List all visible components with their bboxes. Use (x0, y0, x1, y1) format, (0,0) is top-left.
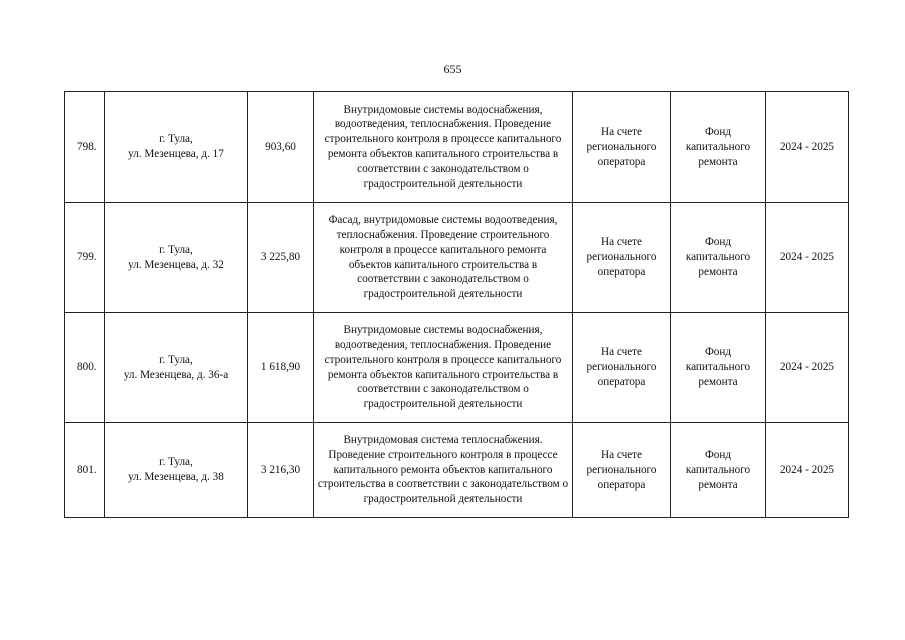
row-number: 799. (65, 203, 105, 313)
address-cell (105, 203, 248, 313)
address-cell (105, 92, 248, 203)
period-cell: 2024 - 2025 (766, 203, 849, 313)
account-cell: На счете регионального оператора (573, 423, 671, 518)
table-row (65, 203, 849, 313)
account-cell: На счете регионального оператора (573, 92, 671, 203)
address-city: г. Тула, (159, 353, 193, 366)
row-number: 801. (65, 423, 105, 518)
amount-cell: 903,60 (248, 92, 314, 203)
address-cell (105, 423, 248, 518)
table-row (65, 92, 849, 203)
address-street: ул. Мезенцева, д. 32 (128, 258, 224, 271)
amount-cell: 1 618,90 (248, 313, 314, 423)
table-row (65, 423, 849, 518)
repair-schedule-table (64, 91, 849, 518)
fund-cell: Фонд капитального ремонта (671, 313, 766, 423)
work-description-cell: Внутридомовые системы водоснабжения, водоотведения, теплоснабжения. Проведение строительного контроля в процессе капитального ремонта объектов капитального строительства в соответствии с законодательством о градостроительной деятельности (314, 92, 573, 203)
period-cell: 2024 - 2025 (766, 423, 849, 518)
row-number: 800. (65, 313, 105, 423)
work-description-cell: Фасад, внутридомовые системы водоотведения, теплоснабжения. Проведение строительного контроля в процессе капитального ремонта объектов капитального строительства в соответствии с законодательством о градостроительной деятельности (314, 203, 573, 313)
address-street: ул. Мезенцева, д. 36-а (123, 368, 229, 381)
work-description-cell: Внутридомовые системы водоснабжения, водоотведения, теплоснабжения. Проведение строительного контроля в процессе капитального ремонта объектов капитального строительства в соответствии с законодательством о градостроительной деятельности (314, 313, 573, 423)
amount-cell: 3 216,30 (248, 423, 314, 518)
fund-cell: Фонд капитального ремонта (671, 423, 766, 518)
address-street: ул. Мезенцева, д. 17 (128, 148, 224, 160)
address-city: г. Тула, (159, 133, 193, 145)
address-city: г. Тула, (159, 456, 193, 468)
table-row (65, 313, 849, 423)
fund-cell: Фонд капитального ремонта (671, 92, 766, 203)
address-street: ул. Мезенцева, д. 38 (128, 471, 224, 483)
address-city: г. Тула, (159, 243, 193, 256)
period-cell: 2024 - 2025 (766, 92, 849, 203)
address-cell (105, 313, 248, 423)
row-number: 798. (65, 92, 105, 203)
page-number: 655 (443, 62, 462, 76)
fund-cell: Фонд капитального ремонта (671, 203, 766, 313)
work-description-cell: Внутридомовая система теплоснабжения. Проведение строительного контроля в процессе капитального ремонта объектов капитального строительства в соответствии с законодательством о градостроительной деятельности (314, 423, 573, 518)
account-cell: На счете регионального оператора (573, 313, 671, 423)
account-cell: На счете регионального оператора (573, 203, 671, 313)
period-cell: 2024 - 2025 (766, 313, 849, 423)
amount-cell: 3 225,80 (248, 203, 314, 313)
